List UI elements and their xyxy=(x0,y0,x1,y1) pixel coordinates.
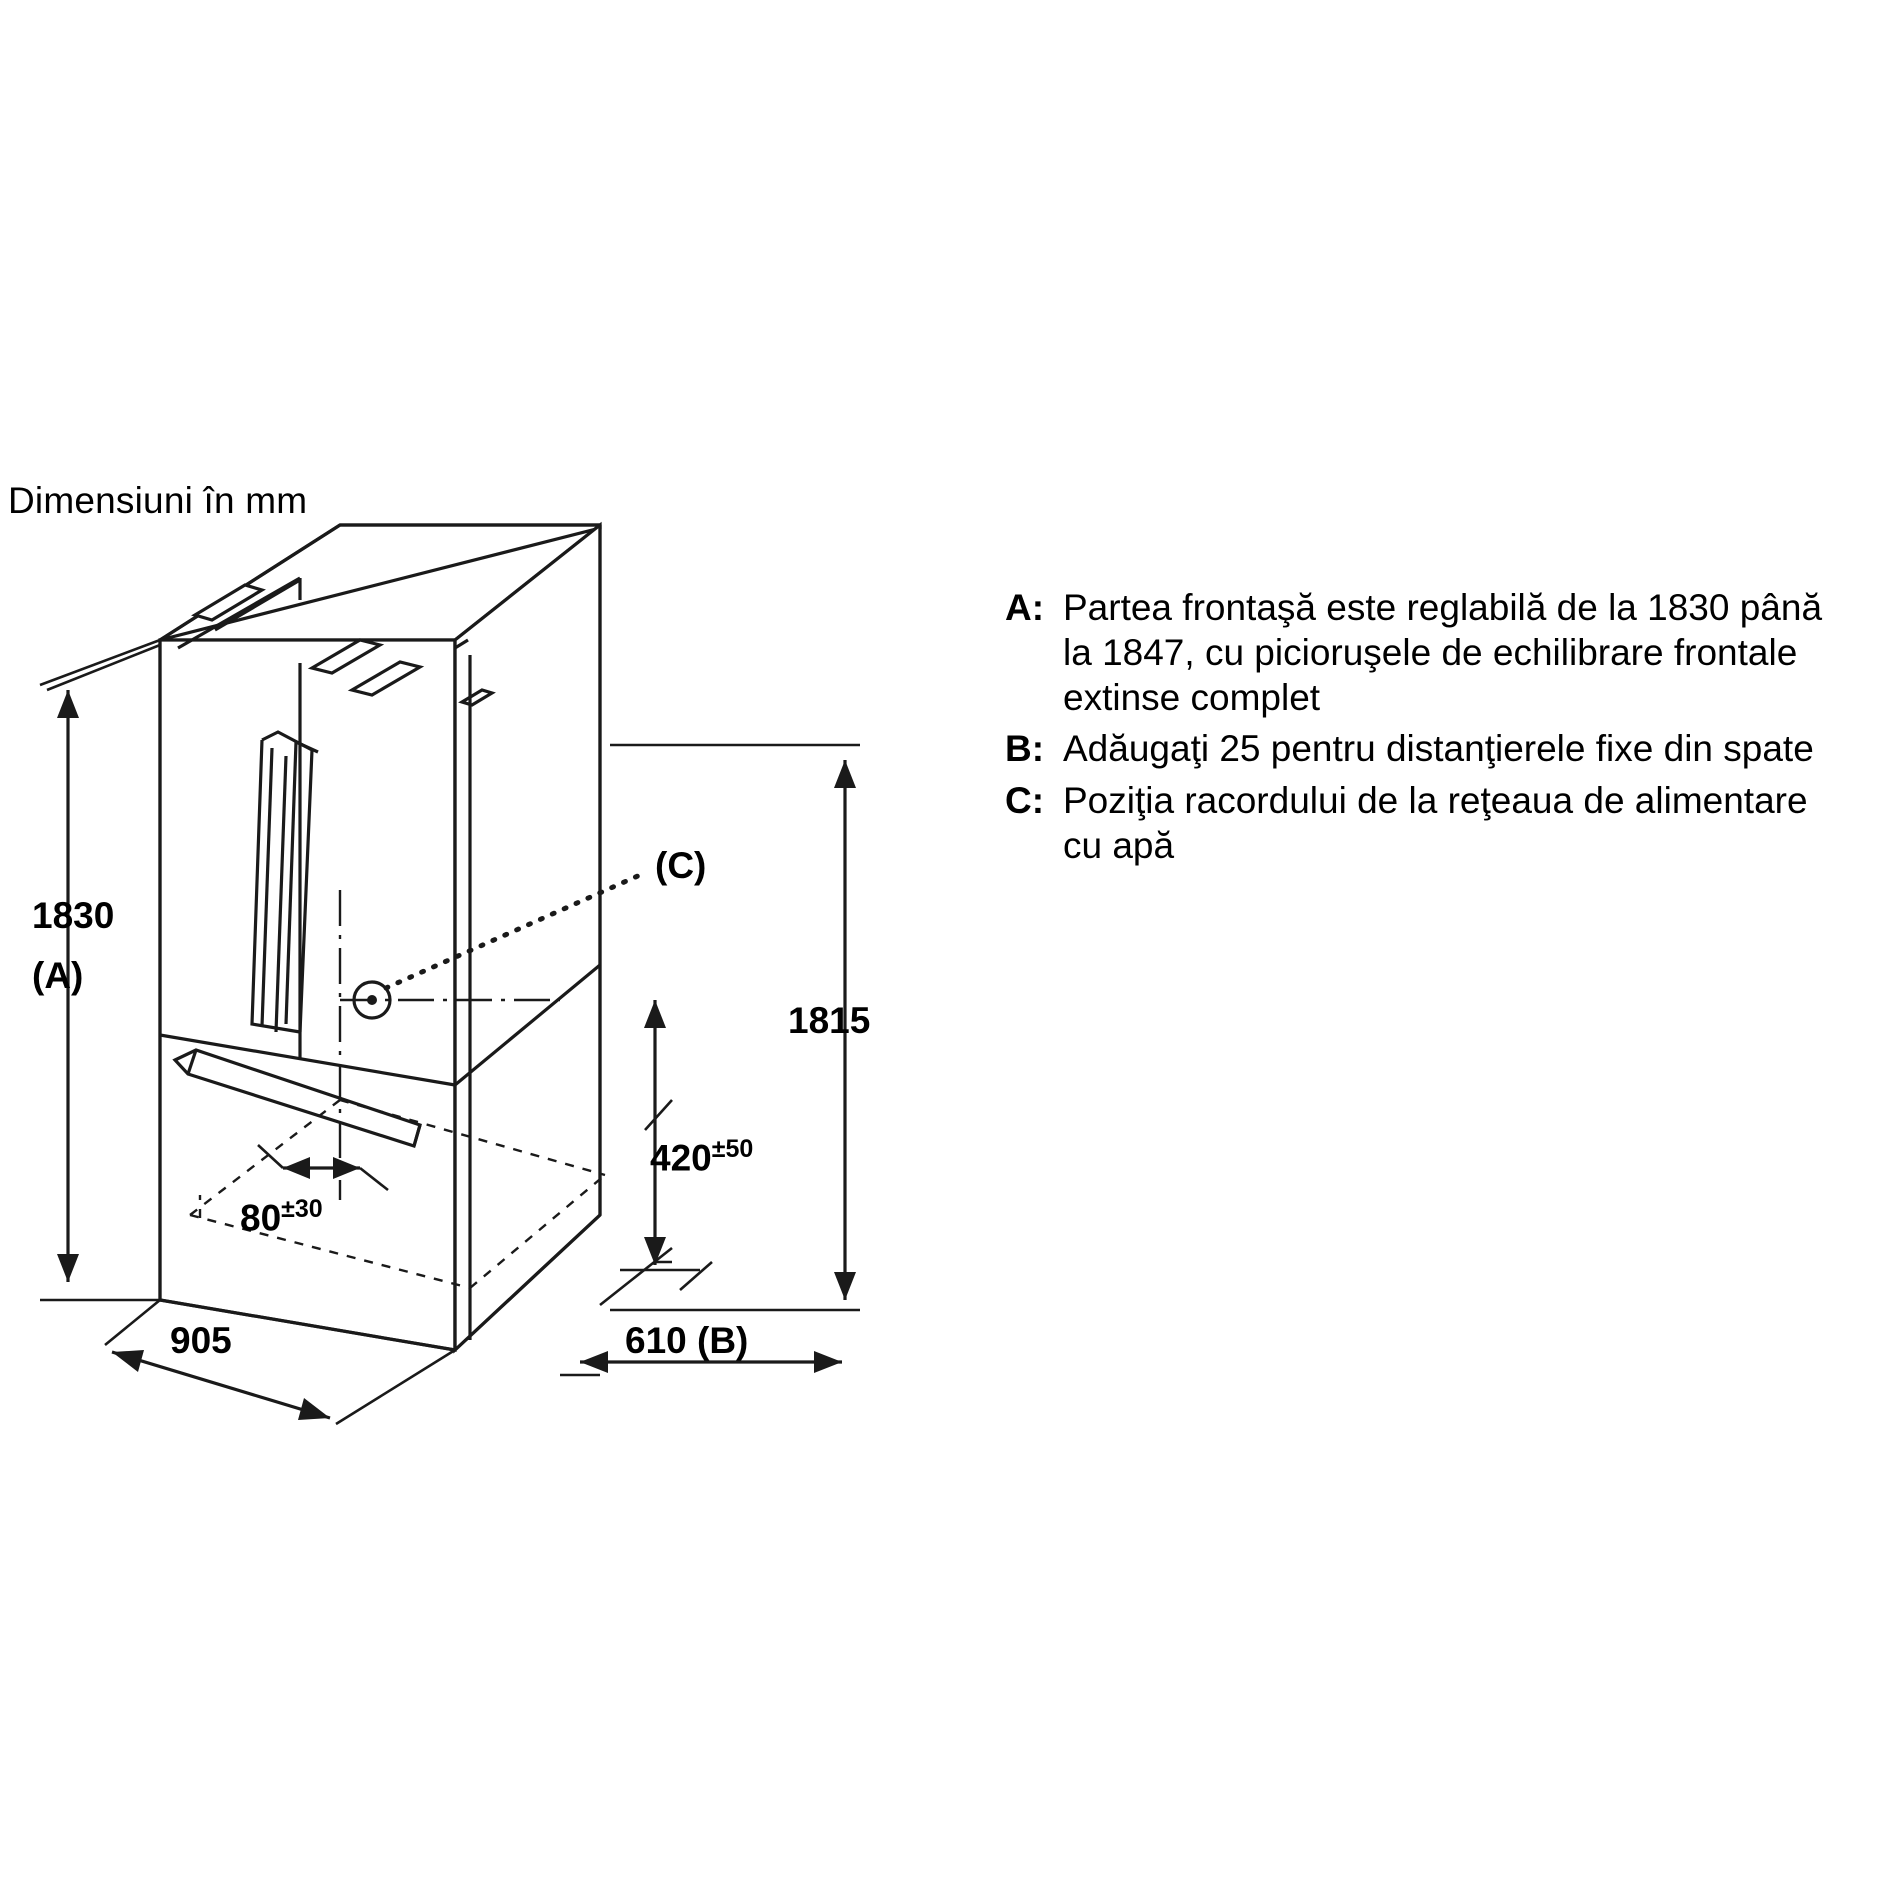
legend xyxy=(1005,585,1855,874)
dimension-label-water-height xyxy=(650,1135,753,1179)
legend-item-b xyxy=(1005,726,1855,771)
water-offset-tolerance: ±30 xyxy=(281,1195,323,1223)
legend-item-a xyxy=(1005,585,1855,720)
page-title: Dimensiuni în mm xyxy=(8,480,308,521)
water-height-tolerance: ±50 xyxy=(711,1135,754,1163)
legend-item-c xyxy=(1005,778,1855,868)
dimension-label-height-front-value: 1830 xyxy=(32,895,115,936)
legend-text-c: Poziţia racordului de la reţeaua de alimentare cu apă xyxy=(1063,779,1808,866)
dimension-label-width: 905 xyxy=(170,1320,232,1361)
legend-key-b: B: xyxy=(1005,728,1045,770)
dimension-label-height-front-note: (A) xyxy=(32,955,84,996)
legend-key-c: C: xyxy=(1005,779,1045,821)
legend-text-a: Partea frontaşă este reglabilă de la 1830 până la 1847, cu picioruşele de echilibrare frontale extinse complet xyxy=(1063,587,1823,719)
dimension-label-height-back: 1815 xyxy=(788,1000,871,1041)
legend-text-b: Adăugaţi 25 pentru distanţierele fixe din spate xyxy=(1063,728,1814,770)
callout-label-c: (C) xyxy=(655,845,707,886)
dimension-label-depth: 610 (B) xyxy=(625,1320,749,1361)
water-offset-value: 80 xyxy=(240,1197,282,1239)
legend-key-a: A: xyxy=(1005,587,1045,628)
water-height-value: 420 xyxy=(650,1137,712,1179)
dimension-label-water-offset xyxy=(240,1195,323,1239)
